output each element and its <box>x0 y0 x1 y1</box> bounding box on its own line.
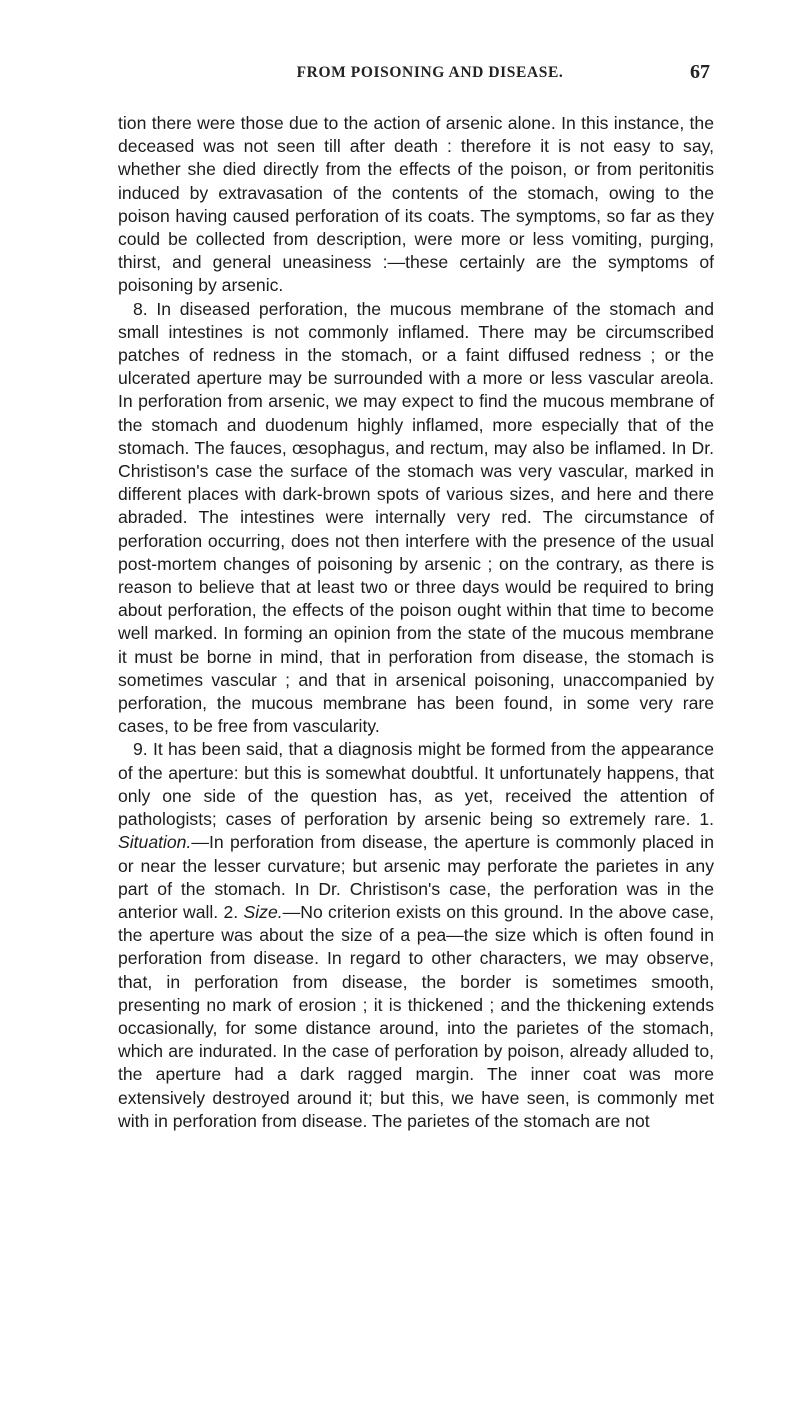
running-head <box>118 61 714 90</box>
paragraph-8: 8. In diseased perforation, the mucous membrane of the stomach and small intestines is not commonly inflamed. There may be circumscribed patches of redness in the stomach, or a faint diffused redness ; or the ulcerated aperture may be surrounded with a more or less vascular areola. In perforation from arsenic, we may expect to find the mucous membrane of the stomach and duodenum highly inflamed, more especially that of the stomach. The fauces, œsophagus, and rectum, may also be inflamed. In Dr. Christison's case the surface of the stomach was very vascular, marked in different places with dark-brown spots of various sizes, and here and there abraded. The intestines were internally very red. The circumstance of perforation occurring, does not then interfere with the presence of the usual post-mortem changes of poisoning by arsenic ; on the contrary, as there is reason to believe that at least two or three days would be required to bring about perforation, the effects of the poison ought within that time to become well marked. In forming an opinion from the state of the mucous membrane it must be borne in mind, that in perforation from disease, the stomach is sometimes vascular ; and that in arsenical poisoning, unaccompanied by perforation, the mucous membrane has been found, in some very rare cases, to be free from vascularity. <box>118 298 714 737</box>
body-text <box>118 112 714 1133</box>
size-heading: Size. <box>243 901 283 922</box>
paragraph-9-text-1: 9. It has been said, that a diagnosis might be formed from the appearance of the aperture: but this is somewhat doubtful. It unfortunately happens, that only one side of the question has, as yet, received the attention of pathologists; cases of perforation by arsenic being so extremely rare. 1. <box>118 739 714 830</box>
situation-heading: Situation. <box>118 832 192 853</box>
paragraph-9-text-3: —No criterion exists on this ground. In the above case, the aperture was about the size of a pea—the size which is often found in perforation from disease. In regard to other characters, we may observe, that, in perforation from disease, the border is sometimes smooth, presenting no mark of erosion ; it is thickened ; and the thickening extends occasionally, for some distance around, into the parietes of the stomach, which are indurated. In the case of perforation by poison, already alluded to, the aperture had a dark ragged margin. The inner coat was more extensively destroyed around it; but this, we have seen, is commonly met with in perforation from disease. The parietes of the stomach are not <box>118 901 714 1131</box>
page-number: 67 <box>690 61 710 83</box>
paragraph-9-text-2: —In perforation from disease, the aperture is commonly placed in or near the lesser curvature; but arsenic may perforate the parietes in any part of the stomach. In Dr. Christison's case, the perforation was in the anterior wall. 2. <box>118 832 714 922</box>
paragraph-9 <box>118 738 714 1132</box>
paragraph-continued: tion there were those due to the action of arsenic alone. In this instance, the deceased was not seen till after death : therefore it is not easy to say, whether she died directly from the effects of the poison, or from peritonitis induced by extravasation of the contents of the stomach, owing to the poison having caused perforation of its coats. The symptoms, so far as they could be collected from description, were more or less vomiting, purging, thirst, and general uneasiness :—these certainly are the symptoms of poisoning by arsenic. <box>118 113 714 296</box>
book-page <box>118 61 714 1394</box>
running-title: FROM POISONING AND DISEASE. <box>296 64 564 81</box>
